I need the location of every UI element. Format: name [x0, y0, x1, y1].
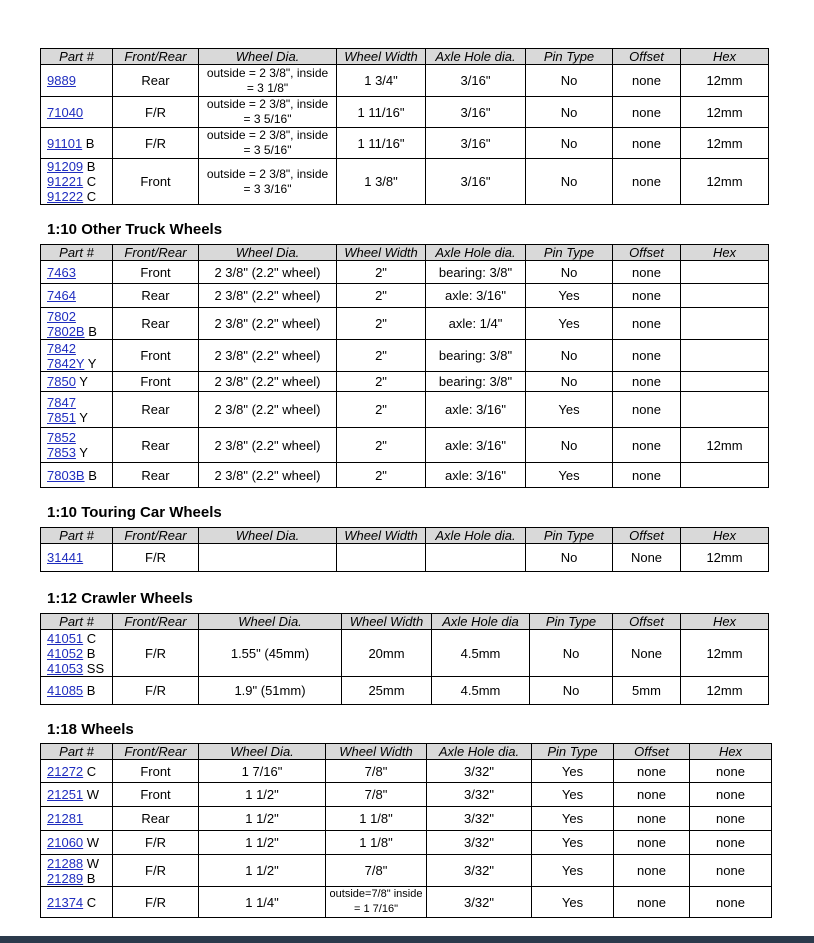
col-header-wheel-width: Wheel Width — [326, 744, 427, 760]
part-link[interactable]: 7853 — [47, 445, 76, 460]
wheel-width-cell: 2" — [337, 340, 426, 372]
part-link[interactable]: 21288 — [47, 855, 84, 871]
col-header-part: Part # — [41, 614, 113, 630]
wheel-dia-cell: 2 3/8" (2.2" wheel) — [199, 261, 337, 284]
front-rear-cell: Rear — [113, 463, 199, 488]
part-link[interactable]: 9889 — [47, 73, 76, 88]
wheel-dia-cell: outside = 2 3/8", inside = 3 1/8" — [199, 65, 337, 97]
wheel-width-cell: 7/8" — [326, 760, 427, 783]
touring-car-wheels-table — [40, 527, 769, 572]
front-rear-cell: Front — [113, 372, 199, 392]
section-title-crawler-wheels: 1:12 Crawler Wheels — [47, 590, 193, 607]
col-header-wheel-dia: Wheel Dia. — [199, 614, 342, 630]
wheel-dia-cell: 2 3/8" (2.2" wheel) — [199, 340, 337, 372]
pin-type-cell: No — [526, 97, 613, 128]
col-header-offset: Offset — [613, 528, 681, 544]
front-rear-cell: F/R — [113, 128, 199, 159]
front-rear-cell: Front — [113, 261, 199, 284]
table-row — [41, 760, 772, 783]
front-rear-cell: Front — [113, 340, 199, 372]
offset-cell: none — [614, 807, 690, 831]
part-link[interactable]: 21251 — [47, 787, 84, 802]
front-rear-cell: Front — [113, 760, 199, 783]
axle-hole-cell: 3/32" — [427, 783, 532, 807]
pin-type-cell: Yes — [526, 392, 613, 428]
part-cell — [41, 428, 113, 463]
front-rear-cell: F/R — [113, 97, 199, 128]
table-row — [41, 831, 772, 855]
wheel-dia-cell: 2 3/8" (2.2" wheel) — [199, 428, 337, 463]
hex-cell — [681, 340, 769, 372]
hex-cell: none — [690, 831, 772, 855]
part-link[interactable]: 41053 — [47, 660, 84, 676]
part-suffix: C — [83, 894, 97, 910]
wheel-dia-cell: 1.9" (51mm) — [199, 677, 342, 705]
axle-hole-cell: axle: 1/4" — [426, 308, 526, 340]
part-link[interactable]: 7851 — [47, 409, 76, 425]
pin-type-cell: Yes — [526, 308, 613, 340]
wheel-width-cell: 2" — [337, 308, 426, 340]
part-cell — [41, 65, 113, 97]
col-header-offset: Offset — [613, 245, 681, 261]
part-link[interactable]: 7847 — [47, 394, 76, 410]
front-rear-cell: Rear — [113, 308, 199, 340]
part-suffix: C — [83, 630, 97, 646]
part-suffix: B — [83, 645, 96, 661]
col-header-hex: Hex — [681, 614, 769, 630]
part-suffix: C — [83, 189, 97, 204]
part-suffix: B — [82, 135, 95, 151]
col-header-wheel-width: Wheel Width — [337, 49, 426, 65]
front-rear-cell: F/R — [113, 855, 199, 887]
table-row — [41, 128, 769, 159]
wheel-width-cell: 20mm — [342, 630, 432, 677]
offset-cell: none — [613, 159, 681, 205]
part-suffix: Y — [75, 409, 88, 425]
hex-cell: 12mm — [681, 128, 769, 159]
axle-hole-cell: 3/32" — [427, 831, 532, 855]
part-link[interactable]: 21272 — [47, 763, 84, 779]
part-suffix: B — [84, 467, 97, 483]
part-suffix: B — [83, 870, 96, 886]
wheel-dia-cell: 2 3/8" (2.2" wheel) — [199, 284, 337, 308]
table-row — [41, 340, 769, 372]
wheel-dia-cell: 2 3/8" (2.2" wheel) — [199, 463, 337, 488]
hex-cell: 12mm — [681, 630, 769, 677]
pin-type-cell: Yes — [532, 760, 614, 783]
col-header-front-rear: Front/Rear — [113, 614, 199, 630]
pin-type-cell: Yes — [532, 887, 614, 918]
front-rear-cell: Rear — [113, 284, 199, 308]
truck-wheels-table — [40, 244, 769, 488]
wheel-width-cell: 7/8" — [326, 783, 427, 807]
col-header-part: Part # — [41, 245, 113, 261]
header-row — [41, 49, 769, 65]
pin-type-cell: No — [530, 630, 613, 677]
wheel-width-cell: 2" — [337, 428, 426, 463]
table-row — [41, 65, 769, 97]
wheels-1-18-table — [40, 743, 772, 918]
col-header-hex: Hex — [681, 49, 769, 65]
part-suffix: W — [83, 835, 100, 850]
pin-type-cell: No — [526, 65, 613, 97]
part-cell — [41, 630, 113, 677]
part-link[interactable]: 21289 — [47, 870, 84, 886]
header-row — [41, 744, 772, 760]
part-cell — [41, 159, 113, 205]
table-row — [41, 261, 769, 284]
pin-type-cell: No — [526, 128, 613, 159]
part-suffix: Y — [75, 445, 88, 460]
part-cell — [41, 855, 113, 887]
part-link[interactable]: 41051 — [47, 630, 84, 646]
axle-hole-cell: 3/32" — [427, 807, 532, 831]
col-header-offset: Offset — [614, 744, 690, 760]
col-header-part: Part # — [41, 528, 113, 544]
offset-cell: none — [613, 428, 681, 463]
part-cell — [41, 887, 113, 918]
axle-hole-cell: axle: 3/16" — [426, 463, 526, 488]
part-link[interactable]: 21281 — [47, 811, 84, 826]
offset-cell: none — [614, 887, 690, 918]
col-header-front-rear: Front/Rear — [113, 744, 199, 760]
part-link[interactable]: 7850 — [47, 374, 76, 389]
hex-cell: 12mm — [681, 428, 769, 463]
hex-cell — [681, 392, 769, 428]
pin-type-cell: Yes — [532, 831, 614, 855]
wheel-dia-cell: outside = 2 3/8", inside = 3 5/16" — [199, 97, 337, 128]
crawler-wheels-table — [40, 613, 769, 705]
part-link[interactable]: 7842 — [47, 340, 76, 356]
wheel-width-cell: 7/8" — [326, 855, 427, 887]
table-row — [41, 677, 769, 705]
hex-cell: 12mm — [681, 677, 769, 705]
offset-cell: none — [613, 65, 681, 97]
col-header-wheel-width: Wheel Width — [337, 528, 426, 544]
wheel-dia-cell: outside = 2 3/8", inside = 3 5/16" — [199, 128, 337, 159]
wheel-dia-cell: 2 3/8" (2.2" wheel) — [199, 308, 337, 340]
front-rear-cell: Front — [113, 159, 199, 205]
front-rear-cell: Rear — [113, 807, 199, 831]
col-header-axle-hole: Axle Hole dia. — [427, 744, 532, 760]
hex-cell: 12mm — [681, 65, 769, 97]
offset-cell: none — [613, 340, 681, 372]
axle-hole-cell: axle: 3/16" — [426, 392, 526, 428]
header-row — [41, 528, 769, 544]
wheel-width-cell: 1 1/8" — [326, 807, 427, 831]
wheel-dia-cell: 1 1/4" — [199, 887, 326, 918]
col-header-wheel-dia: Wheel Dia. — [199, 528, 337, 544]
wheel-width-cell: 1 11/16" — [337, 128, 426, 159]
part-link[interactable]: 7464 — [47, 288, 76, 303]
table-row — [41, 159, 769, 205]
part-link[interactable]: 91221 — [47, 174, 84, 189]
part-link[interactable]: 41085 — [47, 683, 84, 698]
pin-type-cell: No — [526, 261, 613, 284]
wheel-dia-cell: 1 1/2" — [199, 807, 326, 831]
pin-type-cell: No — [526, 340, 613, 372]
col-header-wheel-width: Wheel Width — [342, 614, 432, 630]
part-link[interactable]: 7803B — [47, 467, 85, 483]
hex-cell — [681, 308, 769, 340]
front-rear-cell: F/R — [113, 677, 199, 705]
table-row — [41, 463, 769, 488]
offset-cell: none — [613, 97, 681, 128]
offset-cell: none — [614, 760, 690, 783]
col-header-axle-hole: Axle Hole dia — [432, 614, 530, 630]
part-suffix: W — [83, 855, 100, 871]
part-cell — [41, 97, 113, 128]
axle-hole-cell: 4.5mm — [432, 677, 530, 705]
part-cell — [41, 340, 113, 372]
part-link[interactable]: 7842Y — [47, 355, 85, 371]
front-rear-cell: F/R — [113, 887, 199, 918]
wheel-width-cell: outside=7/8" inside = 1 7/16" — [326, 887, 427, 918]
table-row — [41, 807, 772, 831]
wheel-dia-cell: 1 7/16" — [199, 760, 326, 783]
wheel-width-cell — [337, 544, 426, 572]
hex-cell: 12mm — [681, 159, 769, 205]
part-cell — [41, 783, 113, 807]
wheel-dia-cell: 2 3/8" (2.2" wheel) — [199, 392, 337, 428]
part-link[interactable]: 91101 — [47, 135, 83, 151]
wheel-width-cell: 1 1/8" — [326, 831, 427, 855]
offset-cell: none — [613, 284, 681, 308]
col-header-part: Part # — [41, 744, 113, 760]
part-cell — [41, 308, 113, 340]
col-header-hex: Hex — [681, 245, 769, 261]
hex-cell: none — [690, 807, 772, 831]
wheel-width-cell: 1 11/16" — [337, 97, 426, 128]
col-header-pin-type: Pin Type — [530, 614, 613, 630]
part-suffix: B — [83, 159, 96, 174]
wheel-width-cell: 2" — [337, 261, 426, 284]
col-header-front-rear: Front/Rear — [113, 528, 199, 544]
axle-hole-cell — [426, 544, 526, 572]
hex-cell: 12mm — [681, 544, 769, 572]
front-rear-cell: Rear — [113, 65, 199, 97]
col-header-wheel-dia: Wheel Dia. — [199, 744, 326, 760]
table-row — [41, 630, 769, 677]
pin-type-cell: Yes — [526, 463, 613, 488]
hex-cell: none — [690, 855, 772, 887]
pin-type-cell: No — [526, 159, 613, 205]
axle-hole-cell: 3/32" — [427, 760, 532, 783]
axle-hole-cell: 3/16" — [426, 128, 526, 159]
part-suffix: SS — [83, 660, 105, 676]
col-header-pin-type: Pin Type — [526, 49, 613, 65]
offset-cell: none — [613, 392, 681, 428]
part-cell — [41, 392, 113, 428]
table-row — [41, 783, 772, 807]
table-row — [41, 887, 772, 918]
part-cell — [41, 372, 113, 392]
wheels-table-1 — [40, 48, 769, 205]
part-cell — [41, 284, 113, 308]
pin-type-cell: No — [526, 372, 613, 392]
table-row — [41, 428, 769, 463]
part-cell — [41, 544, 113, 572]
col-header-hex: Hex — [690, 744, 772, 760]
wheel-width-cell: 2" — [337, 372, 426, 392]
part-link[interactable]: 91222 — [47, 189, 84, 204]
pin-type-cell: Yes — [532, 783, 614, 807]
part-cell — [41, 807, 113, 831]
offset-cell: none — [613, 308, 681, 340]
part-link[interactable]: 21374 — [47, 894, 84, 910]
part-suffix: Y — [75, 374, 88, 389]
hex-cell: none — [690, 760, 772, 783]
col-header-pin-type: Pin Type — [532, 744, 614, 760]
part-link[interactable]: 7802B — [47, 323, 85, 339]
axle-hole-cell: 4.5mm — [432, 630, 530, 677]
col-header-offset: Offset — [613, 614, 681, 630]
pin-type-cell: Yes — [526, 284, 613, 308]
front-rear-cell: F/R — [113, 544, 199, 572]
col-header-wheel-width: Wheel Width — [337, 245, 426, 261]
wheel-dia-cell: 1 1/2" — [199, 831, 326, 855]
front-rear-cell: Rear — [113, 428, 199, 463]
hex-cell — [681, 372, 769, 392]
table-row — [41, 855, 772, 887]
part-link[interactable]: 91209 — [47, 159, 84, 174]
part-cell — [41, 128, 113, 159]
col-header-front-rear: Front/Rear — [113, 49, 199, 65]
offset-cell: none — [613, 463, 681, 488]
hex-cell — [681, 261, 769, 284]
col-header-part: Part # — [41, 49, 113, 65]
part-suffix: B — [84, 323, 97, 339]
part-link[interactable]: 41052 — [47, 645, 84, 661]
wheel-dia-cell: 1.55" (45mm) — [199, 630, 342, 677]
wheel-width-cell: 25mm — [342, 677, 432, 705]
wheel-dia-cell: 1 1/2" — [199, 783, 326, 807]
pin-type-cell: No — [530, 677, 613, 705]
part-link[interactable]: 7802 — [47, 308, 76, 324]
front-rear-cell: F/R — [113, 630, 199, 677]
table-row — [41, 97, 769, 128]
wheel-width-cell: 1 3/4" — [337, 65, 426, 97]
part-suffix: C — [83, 763, 97, 779]
col-header-wheel-dia: Wheel Dia. — [199, 49, 337, 65]
offset-cell: none — [613, 372, 681, 392]
part-suffix: W — [83, 787, 100, 802]
col-header-axle-hole: Axle Hole dia. — [426, 528, 526, 544]
col-header-pin-type: Pin Type — [526, 245, 613, 261]
col-header-axle-hole: Axle Hole dia. — [426, 245, 526, 261]
hex-cell — [681, 463, 769, 488]
axle-hole-cell: 3/32" — [427, 887, 532, 918]
table-row — [41, 392, 769, 428]
part-cell — [41, 463, 113, 488]
header-row — [41, 245, 769, 261]
wheel-width-cell: 2" — [337, 284, 426, 308]
wheel-dia-cell: 1 1/2" — [199, 855, 326, 887]
pin-type-cell: No — [526, 544, 613, 572]
axle-hole-cell: axle: 3/16" — [426, 428, 526, 463]
wheel-width-cell: 2" — [337, 463, 426, 488]
wheel-dia-cell: outside = 2 3/8", inside = 3 3/16" — [199, 159, 337, 205]
hex-cell: none — [690, 783, 772, 807]
table-row — [41, 544, 769, 572]
part-suffix: Y — [84, 355, 97, 371]
col-header-offset: Offset — [613, 49, 681, 65]
col-header-hex: Hex — [681, 528, 769, 544]
offset-cell: none — [614, 783, 690, 807]
part-suffix: C — [83, 174, 97, 189]
part-cell — [41, 831, 113, 855]
part-link[interactable]: 71040 — [47, 104, 84, 120]
table-row — [41, 308, 769, 340]
part-link[interactable]: 7463 — [47, 264, 76, 280]
table-row — [41, 372, 769, 392]
part-link[interactable]: 7852 — [47, 430, 76, 445]
col-header-front-rear: Front/Rear — [113, 245, 199, 261]
section-title-18-wheels: 1:18 Wheels — [47, 721, 134, 738]
section-title-truck-wheels: 1:10 Other Truck Wheels — [47, 221, 223, 238]
table-row — [41, 284, 769, 308]
offset-cell: None — [613, 630, 681, 677]
part-cell — [41, 760, 113, 783]
pin-type-cell: No — [526, 428, 613, 463]
offset-cell: none — [613, 261, 681, 284]
offset-cell: None — [613, 544, 681, 572]
axle-hole-cell: axle: 3/16" — [426, 284, 526, 308]
axle-hole-cell: 3/16" — [426, 159, 526, 205]
col-header-axle-hole: Axle Hole dia. — [426, 49, 526, 65]
wheel-width-cell: 2" — [337, 392, 426, 428]
wheel-dia-cell: 2 3/8" (2.2" wheel) — [199, 372, 337, 392]
hex-cell: none — [690, 887, 772, 918]
axle-hole-cell: 3/32" — [427, 855, 532, 887]
axle-hole-cell: bearing: 3/8" — [426, 372, 526, 392]
axle-hole-cell: 3/16" — [426, 97, 526, 128]
part-cell — [41, 261, 113, 284]
offset-cell: none — [614, 855, 690, 887]
section-title-touring-car-wheels: 1:10 Touring Car Wheels — [47, 504, 222, 521]
hex-cell — [681, 284, 769, 308]
axle-hole-cell: 3/16" — [426, 65, 526, 97]
offset-cell: none — [613, 128, 681, 159]
bottom-bar — [0, 936, 814, 943]
axle-hole-cell: bearing: 3/8" — [426, 261, 526, 284]
axle-hole-cell: bearing: 3/8" — [426, 340, 526, 372]
part-link[interactable]: 31441 — [47, 550, 84, 565]
part-link[interactable]: 21060 — [47, 835, 84, 850]
offset-cell: none — [614, 831, 690, 855]
wheel-dia-cell — [199, 544, 337, 572]
pin-type-cell: Yes — [532, 807, 614, 831]
col-header-pin-type: Pin Type — [526, 528, 613, 544]
front-rear-cell: Front — [113, 783, 199, 807]
front-rear-cell: Rear — [113, 392, 199, 428]
hex-cell: 12mm — [681, 97, 769, 128]
col-header-wheel-dia: Wheel Dia. — [199, 245, 337, 261]
offset-cell: 5mm — [613, 677, 681, 705]
wheel-width-cell: 1 3/8" — [337, 159, 426, 205]
pin-type-cell: Yes — [532, 855, 614, 887]
part-suffix: B — [83, 683, 96, 698]
header-row — [41, 614, 769, 630]
front-rear-cell: F/R — [113, 831, 199, 855]
part-cell — [41, 677, 113, 705]
